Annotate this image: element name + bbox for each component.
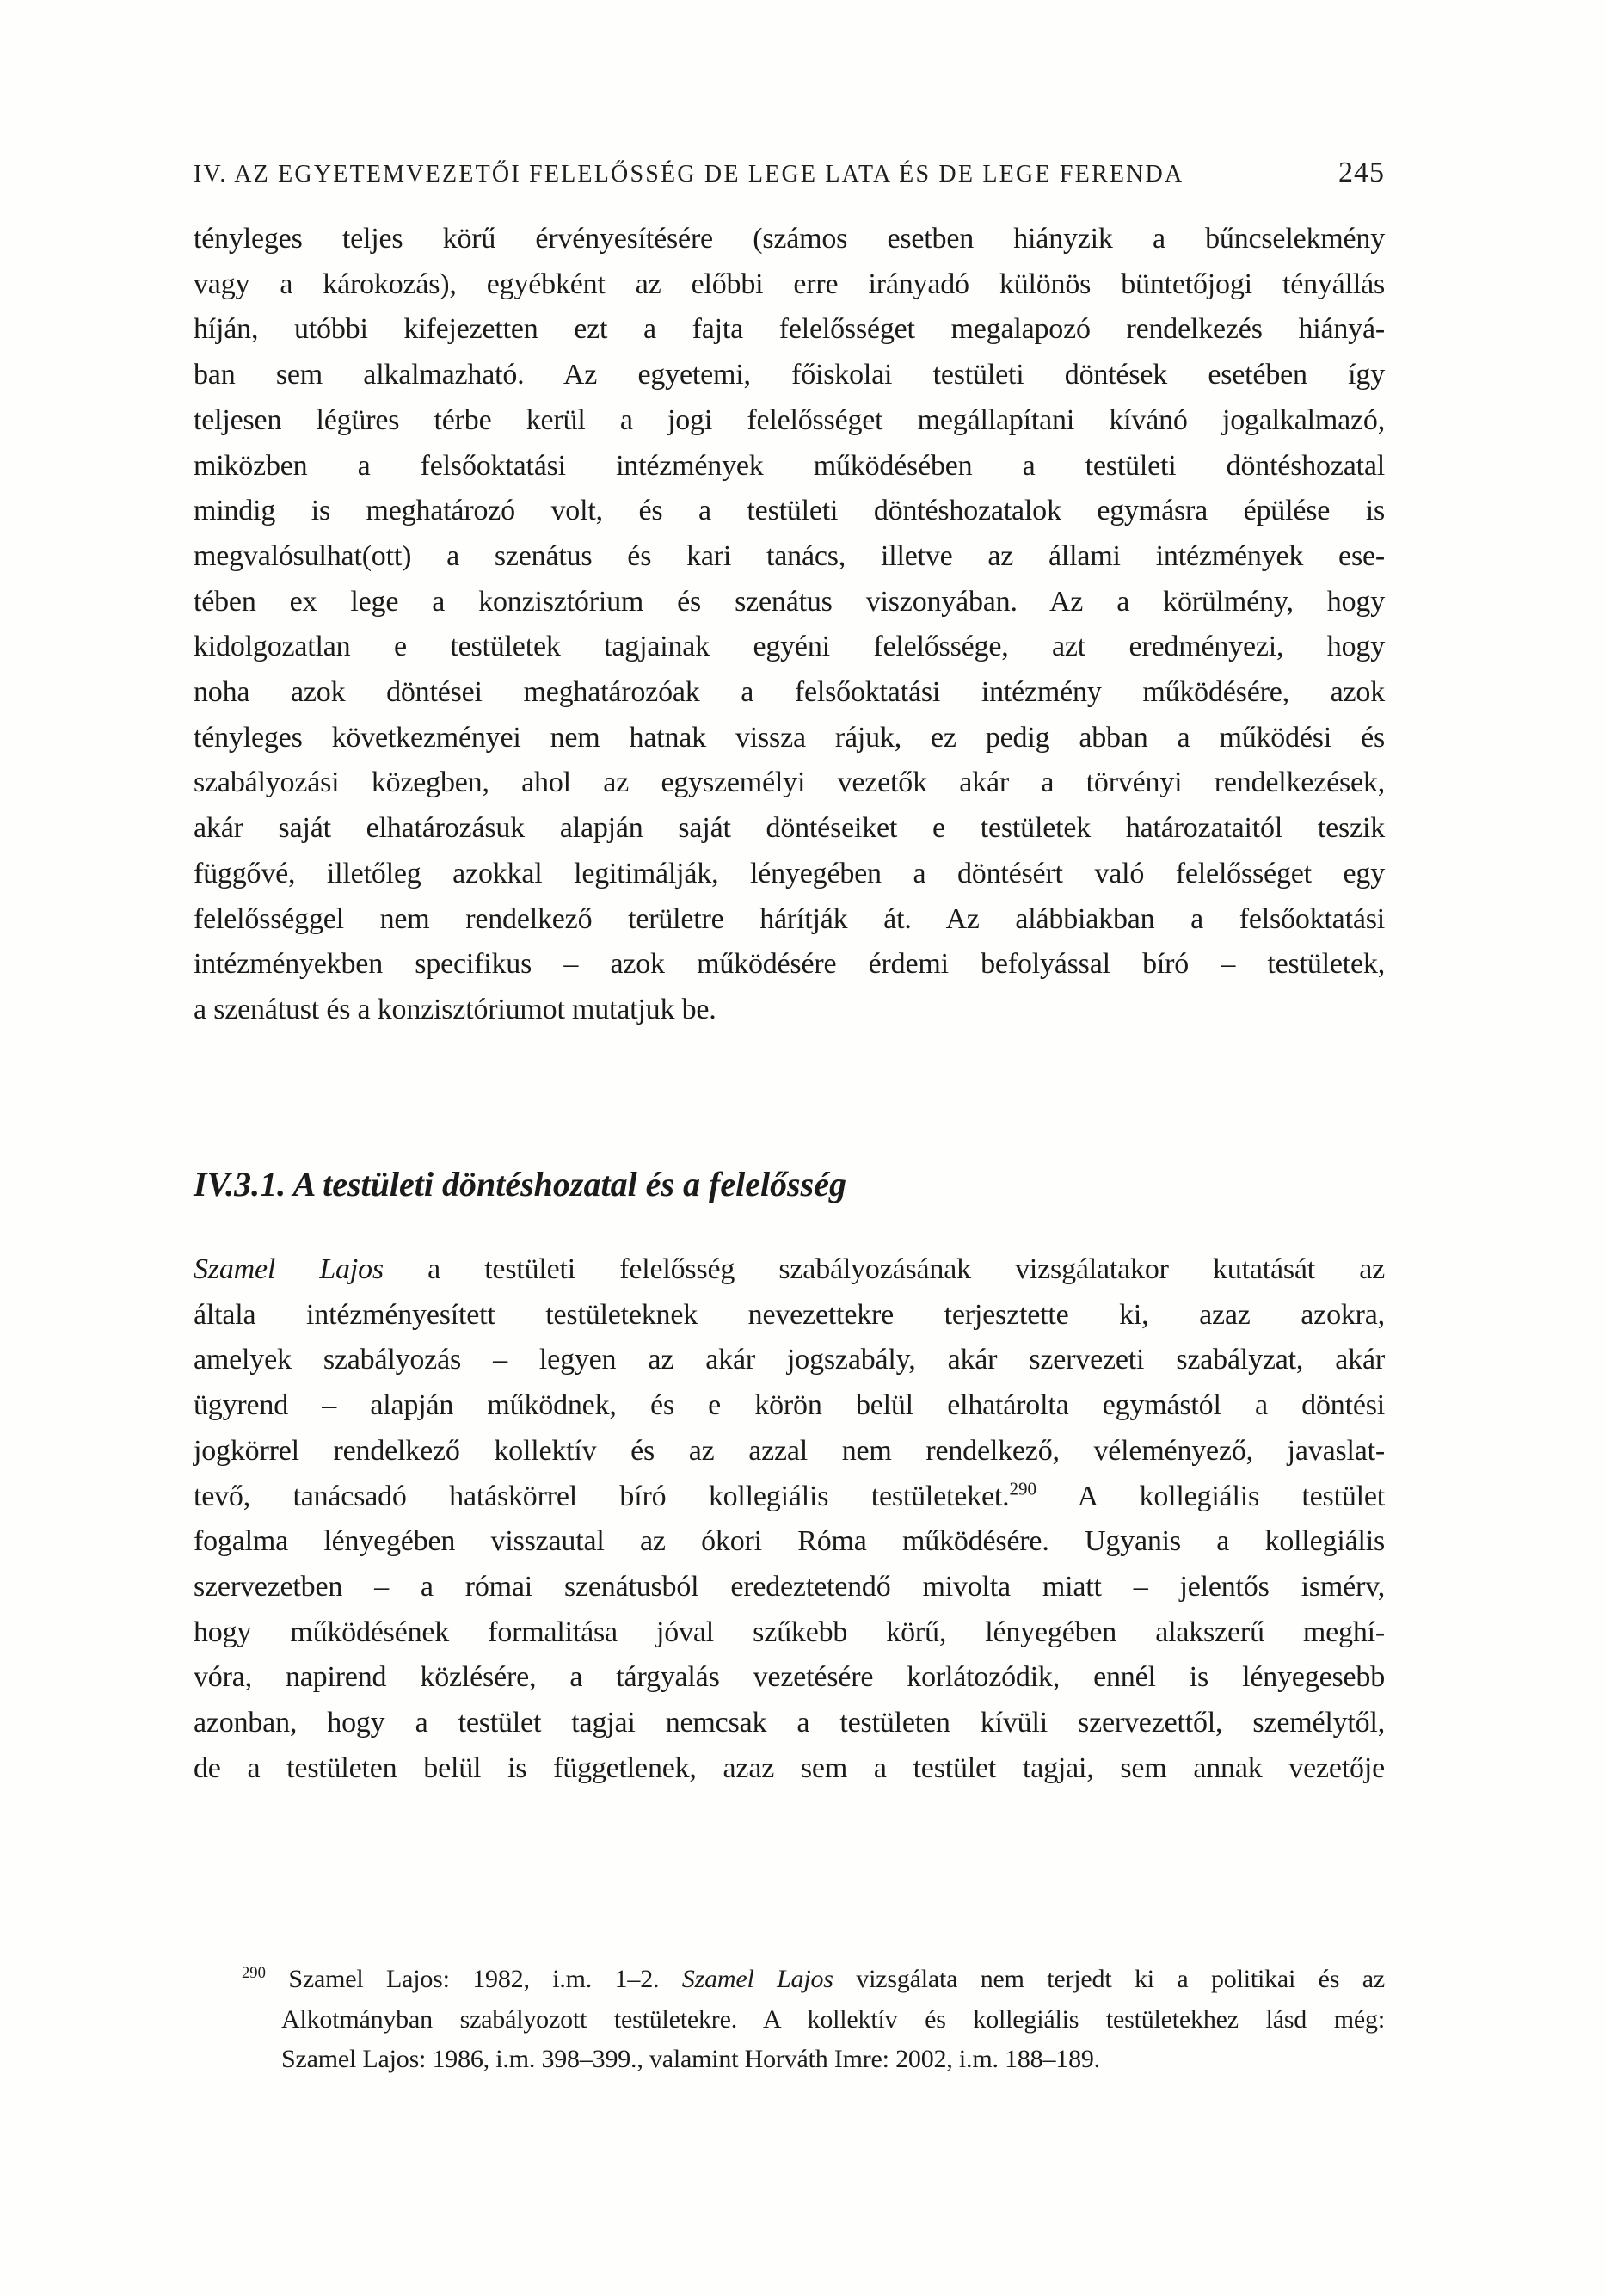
text-segment: híján, utóbbi kifejezetten ezt a fajta felelősséget megalapozó rendelkezés hiányá- [194,313,1385,346]
text-segment: Szamel Lajos [194,1253,384,1285]
text-segment: Szamel Lajos: 1982, i.m. 1–2. [265,1965,682,1993]
text-line [194,353,1385,398]
text-line [194,444,1385,489]
text-segment: azonban, hogy a testület tagjai nemcsak a testületen kívüli szervezettől, személytől, [194,1707,1385,1739]
text-line [194,489,1385,534]
text-line [194,1701,1385,1746]
text-segment: ügyrend – alapján működnek, és e körön belül elhatárolta egymástól a döntési [194,1389,1385,1422]
text-segment: amelyek szabályozás – legyen az akár jogszabály, akár szervezeti szabályzat, akár [194,1344,1385,1376]
text-segment: felelősséggel nem rendelkező területre hárítják át. Az alábbiakban a felsőoktatási [194,902,1385,935]
text-line [194,942,1385,988]
footnote-290 [242,1960,1385,2080]
text-segment: szervezetben – a római szenátusból eredeztetendő mivolta miatt – jelentős ismérv, [194,1570,1385,1603]
text-segment: tében ex lege a konzisztórium és szenátus viszonyában. Az a körülmény, hogy [194,585,1385,618]
text-segment: vizsgálata nem terjedt ki a politikai és az [833,1965,1385,1993]
text-line [194,1610,1385,1656]
text-line [194,1429,1385,1474]
running-header [194,157,1385,189]
text-line [242,1960,1385,2000]
text-line [194,806,1385,852]
running-title: IV. AZ EGYETEMVEZETŐI FELELŐSSÉG DE LEGE LATA ÉS DE LEGE FERENDA [194,161,1184,188]
text-segment: kidolgozatlan e testületek tagjainak egyéni felelőssége, azt eredményezi, hogy [194,631,1385,663]
footnote-reference: 290 [242,1964,266,1982]
text-line [281,2000,1385,2041]
text-segment: megvalósulhat(ott) a szenátus és kari tanács, illetve az állami intézmények ese- [194,539,1385,572]
text-segment: vóra, napirend közlésére, a tárgyalás vezetésére korlátozódik, ennél is lényegesebb [194,1661,1385,1694]
text-segment: általa intézményesített testületeknek nevezettekre terjesztette ki, azaz azokra, [194,1298,1385,1331]
page-number: 245 [1338,157,1385,188]
text-segment: fogalma lényegében visszautal az ókori Róma működésére. Ugyanis a kollegiális [194,1525,1385,1558]
paragraph-2 [194,1247,1385,1791]
text-segment: A kollegiális testület [1036,1480,1386,1512]
text-segment: a szenátust és a konzisztóriumot mutatjuk be. [194,993,716,1025]
text-segment: jogkörrel rendelkező kollektív és az azzal nem rendelkező, véleményező, javaslat- [194,1434,1385,1467]
text-line [194,217,1385,262]
text-line [194,670,1385,716]
text-line [194,307,1385,353]
text-line [194,852,1385,897]
text-segment: tevő, tanácsadó hatáskörrel bíró kollegiális testületeket. [194,1480,1010,1512]
text-segment: tényleges következményei nem hatnak vissza rájuk, ez pedig abban a működési és [194,721,1385,754]
text-line [194,1474,1385,1520]
text-line [194,897,1385,943]
paragraph-1 [194,217,1385,1033]
text-line [281,2040,1385,2080]
text-segment: hogy működésének formalitása jóval szűkebb körű, lényegében alakszerű meghí- [194,1616,1385,1648]
text-segment: de a testületen belül is függetlenek, azaz sem a testület tagjai, sem annak vezetője [194,1751,1385,1784]
text-line [194,580,1385,625]
text-segment: miközben a felsőoktatási intézmények működésében a testületi döntéshozatal [194,449,1385,482]
text-line [194,760,1385,806]
text-line [194,1383,1385,1429]
text-line [194,1293,1385,1339]
text-segment: szabályozási közegben, ahol az egyszemélyi vezetők akár a törvényi rendelkezések, [194,766,1385,799]
text-line [194,1655,1385,1701]
text-line [194,716,1385,761]
text-line [194,988,1385,1033]
text-segment: akár saját elhatározásuk alapján saját döntéseiket e testületek határozataitól teszik [194,812,1385,845]
text-line [194,1338,1385,1383]
text-line [194,398,1385,444]
text-segment: vagy a károkozás), egyébként az előbbi erre irányadó különös büntetőjogi tényállás [194,268,1385,300]
text-segment: Szamel Lajos: 1986, i.m. 398–399., valamint Horváth Imre: 2002, i.m. 188–189. [281,2045,1100,2073]
text-segment: tényleges teljes körű érvényesítésére (számos esetben hiányzik a bűncselekmény [194,223,1385,255]
text-line [194,1519,1385,1565]
text-segment: teljesen légüres térbe kerül a jogi felelősséget megállapítani kívánó jogalkalmazó, [194,403,1385,436]
text-line [194,262,1385,308]
text-segment: a testületi felelősség szabályozásának vizsgálatakor kutatását az [383,1253,1385,1285]
footnote-reference: 290 [1009,1478,1037,1499]
text-line [194,1247,1385,1293]
text-segment: függővé, illetőleg azokkal legitimálják, lényegében a döntésért való felelősséget egy [194,857,1385,889]
text-segment: noha azok döntései meghatározóak a felsőoktatási intézmény működésére, azok [194,676,1385,709]
text-line [194,1565,1385,1610]
text-segment: mindig is meghatározó volt, és a testületi döntéshozatalok egymásra épülése is [194,495,1385,527]
section-heading: IV.3.1. A testületi döntéshozatal és a felelősség [194,1165,846,1203]
text-segment: Szamel Lajos [681,1965,833,1993]
text-line [194,1746,1385,1792]
text-line [194,625,1385,670]
text-segment: intézményekben specifikus – azok működésére érdemi befolyással bíró – testületek, [194,948,1385,981]
text-line [194,534,1385,580]
text-segment: ban sem alkalmazható. Az egyetemi, főiskolai testületi döntések esetében így [194,359,1385,391]
text-segment: Alkotmányban szabályozott testületekre. A kollektív és kollegiális testületekhez lásd még: [281,2004,1385,2034]
